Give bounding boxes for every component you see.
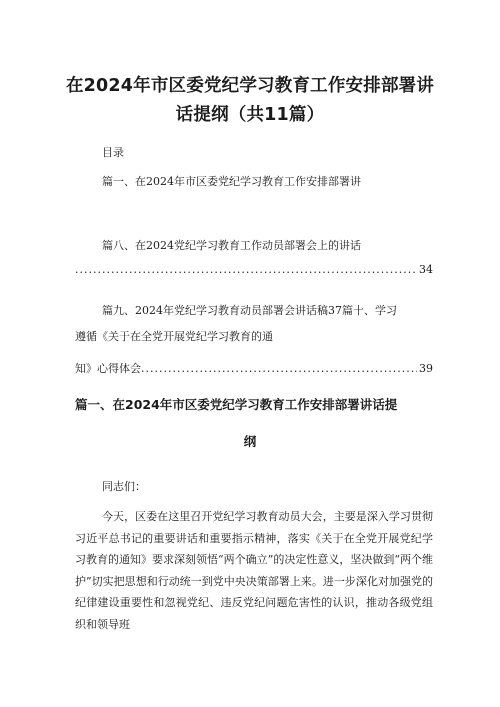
section-heading-line-1: 篇一、在2024年市区委党纪学习教育工作安排部署讲话提 (75, 397, 398, 412)
toc-entry-8-leader (75, 263, 433, 276)
toc-entry-9-leader (75, 360, 433, 376)
dot-leader (141, 362, 417, 375)
title-line-1: 在2024年市区委党纪学习教育工作安排部署讲 (65, 76, 435, 96)
body-text (75, 506, 433, 636)
toc-entry-9-line-1: 篇九、2024年党纪学习教育动员部署会讲话稿37篇十、学习 (102, 304, 397, 317)
toc-entry-8-page: 34 (419, 263, 433, 276)
toc-entry-8[interactable]: 篇八、在2024党纪学习教育工作动员部署会上的讲话 (102, 239, 361, 252)
paragraph-1: 今天，区委在这里召开党纪学习教育动员大会，主要是深入学习贯彻习近平总书记的重要讲话和重要指示精神，落实《关于在全党开展党纪学习教育的通知》要求深刻领悟“两个确立”的决定性意义，坚决做到“两个维护”切实把思想和行动统一到党中央决策部署上来。进一步深化对加强党的纪律建设重要性和忽视党纪、违反党纪问题危害性的认识，推动各级党组织和领导班 (75, 510, 433, 631)
toc-entry-9-line-2: 遵循《关于在全党开展党纪学习教育的通 (75, 330, 273, 343)
toc-entry-9[interactable] (75, 298, 433, 350)
greeting: 同志们： (102, 480, 146, 493)
dot-leader (75, 263, 417, 276)
title-line-2: 话提纲（共11篇） (175, 105, 325, 125)
section-heading (75, 386, 425, 460)
toc-entry-9-line-3: 知》心得体会 (75, 362, 141, 375)
toc-entry-1[interactable]: 篇一、在2024年市区委党纪学习教育工作安排部署讲 (102, 175, 361, 188)
section-heading-line-2: 纲 (243, 434, 257, 449)
toc-label: 目录 (102, 146, 124, 159)
toc-entry-9-page: 39 (419, 362, 433, 375)
document-title (60, 72, 440, 130)
